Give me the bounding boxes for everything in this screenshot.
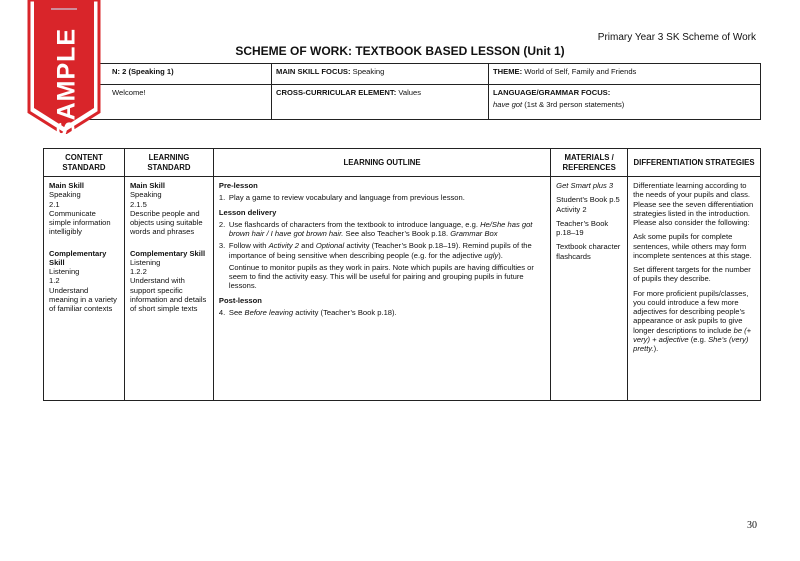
diff-p4-example: She’s (very) pretty.	[633, 334, 749, 353]
content-main-line: Communicate simple information intelligibly	[49, 208, 111, 237]
material-item: Get Smart plus 3	[556, 181, 614, 190]
learning-outline-cell	[213, 177, 550, 401]
content-main-line: Speaking	[49, 190, 81, 200]
cross-curricular-cell	[272, 85, 489, 120]
content-main-title: Main Skill	[49, 181, 85, 190]
lesson-delivery-title: Lesson delivery	[218, 207, 277, 217]
grammar-focus-cell	[489, 85, 761, 120]
cross-curricular-label: CROSS-CURRICULAR ELEMENT:	[276, 88, 397, 97]
sample-watermark	[21, 0, 107, 139]
outline-step-2: 2. Use flashcards of characters from the textbook to introduce language, e.g. He/She has got brown hair / I have got brown hair. See also Teacher’s Book p.18. Grammar Box	[218, 219, 533, 238]
header-learning-outline: LEARNING OUTLINE	[213, 149, 550, 177]
diff-p4-formula: be (+ very) + adjective	[633, 325, 752, 344]
lesson-value: N: 2 (Speaking 1)	[112, 67, 174, 76]
step4-reference: activity (Teacher’s Book p.18).	[295, 307, 397, 317]
diff-paragraph: Set different targets for the number of pupils they describe.	[633, 265, 751, 284]
learning-comp-line: Understand with support specific information and details of short simple texts	[129, 276, 207, 313]
step3-optional: Optional	[315, 241, 345, 251]
step4-activity: Before leaving	[244, 307, 294, 317]
material-item: Student’s Book p.5 Activity 2	[556, 195, 620, 214]
diff-paragraph	[633, 289, 755, 354]
learning-standard-cell	[124, 177, 213, 401]
step3-and: and	[301, 241, 314, 251]
diff-p4-end: ).	[653, 344, 659, 353]
step2-reference: See also Teacher’s Book p.18.	[345, 229, 449, 238]
header-materials: MATERIALS / REFERENCES	[551, 149, 628, 177]
content-comp-line: Listening	[49, 267, 80, 276]
learning-comp-line: 1.2.2	[129, 267, 147, 276]
theme-cell	[489, 64, 761, 85]
content-main-line: 2.1	[49, 199, 60, 209]
grammar-focus-label: LANGUAGE/GRAMMAR FOCUS:	[493, 88, 611, 97]
step3-rest: activity (Teacher’s Book p.18–19). Remind pupils of the importance of being sensitive when describing people (e.g. for the adjective	[228, 241, 532, 260]
diff-p4-text: For more proficient pupils/classes, you could introduce a few more adjectives for describing people’s appearance or ask pupils to give longer descriptions to include	[633, 288, 749, 335]
post-lesson-title: Post-lesson	[218, 295, 262, 305]
materials-cell	[551, 177, 628, 401]
diff-paragraph: Ask some pupils for complete sentences, while others may form incomplete sentences at this stage.	[633, 232, 752, 260]
learning-main-line: Describe people and objects using suitable words and phrases	[129, 208, 203, 237]
step2-example: He/She has got brown hair / I have got brown hair.	[228, 219, 533, 238]
content-comp-line: Understand meaning in a variety of familiar contexts	[49, 285, 117, 313]
outline-step-4: 4. See Before leaving activity (Teacher’s Book p.18).	[218, 307, 397, 317]
grammar-focus-rest: (1st & 3rd person statements)	[524, 100, 625, 110]
pre-lesson-title: Pre-lesson	[218, 181, 258, 190]
outline-step-3: 3. Follow with Activity 2 and Optional activity (Teacher’s Book p.18–19). Remind pupils of the importance of being sensitive when describing people (e.g. for the adjective ugly).	[218, 241, 532, 260]
learning-main-title: Main Skill	[129, 181, 165, 190]
lesson-plan-table	[43, 148, 761, 401]
material-item: Textbook character flashcards	[556, 242, 621, 261]
content-comp-title: Complementary Skill	[49, 248, 107, 267]
step3-end: ).	[498, 250, 503, 260]
diff-paragraph: Differentiate learning according to the needs of your pupils and class. Please see the seven differentiation strategies listed in the introduction. Please also consider the following:	[633, 181, 754, 227]
continue-text: Continue to monitor pupils as they work in pairs. Note which pupils are having difficulties or seem to find the activity easy. This will be useful for pairing and grouping pupils in future lessons.	[228, 262, 534, 291]
learning-comp-title: Complementary Skill	[129, 248, 206, 258]
scheme-header: Primary Year 3 SK Scheme of Work	[597, 32, 756, 43]
page-number: 30	[747, 520, 757, 531]
diff-p4-eg: (e.g.	[690, 334, 706, 344]
main-skill-label: MAIN SKILL FOCUS:	[276, 67, 351, 76]
pre-lesson-text: Play a game to review vocabulary and language from previous lesson.	[228, 193, 465, 203]
header-learning-standard: LEARNING STANDARD	[124, 149, 213, 177]
cross-curricular-value: Values	[398, 88, 422, 97]
learning-comp-line: Listening	[129, 257, 161, 267]
grammar-focus-italic: have got	[493, 100, 523, 110]
header-content-standard: CONTENT STANDARD	[44, 149, 125, 177]
header-differentiation: DIFFERENTIATION STRATEGIES	[628, 149, 761, 177]
main-skill-cell	[272, 64, 489, 85]
content-comp-line: 1.2	[49, 276, 60, 286]
content-standard-cell	[44, 177, 125, 401]
learning-main-line: Speaking	[129, 190, 162, 200]
lesson-info-table	[43, 63, 761, 120]
differentiation-cell	[628, 177, 761, 401]
page-title: SCHEME OF WORK: TEXTBOOK BASED LESSON (Unit 1)	[235, 44, 565, 58]
step4-text: See	[228, 307, 243, 317]
sample-watermark-text: SAMPLE	[52, 27, 81, 139]
step3-ugly: ugly	[484, 250, 499, 260]
step2-grammar-box: Grammar Box	[450, 229, 498, 238]
topic-value: Welcome!	[112, 88, 146, 97]
step3-text: Follow with	[228, 241, 267, 251]
learning-main-line: 2.1.5	[129, 199, 147, 209]
theme-value: World of Self, Family and Friends	[524, 67, 637, 76]
theme-label: THEME:	[493, 67, 523, 76]
step3-activity: Activity 2	[268, 241, 299, 251]
material-item: Teacher’s Book p.18–19	[556, 218, 609, 237]
step2-text: Use flashcards of characters from the textbook to introduce language, e.g.	[228, 219, 478, 229]
outline-step-1: 1. Play a game to review vocabulary and language from previous lesson.	[218, 193, 465, 203]
main-skill-value: Speaking	[352, 67, 385, 76]
